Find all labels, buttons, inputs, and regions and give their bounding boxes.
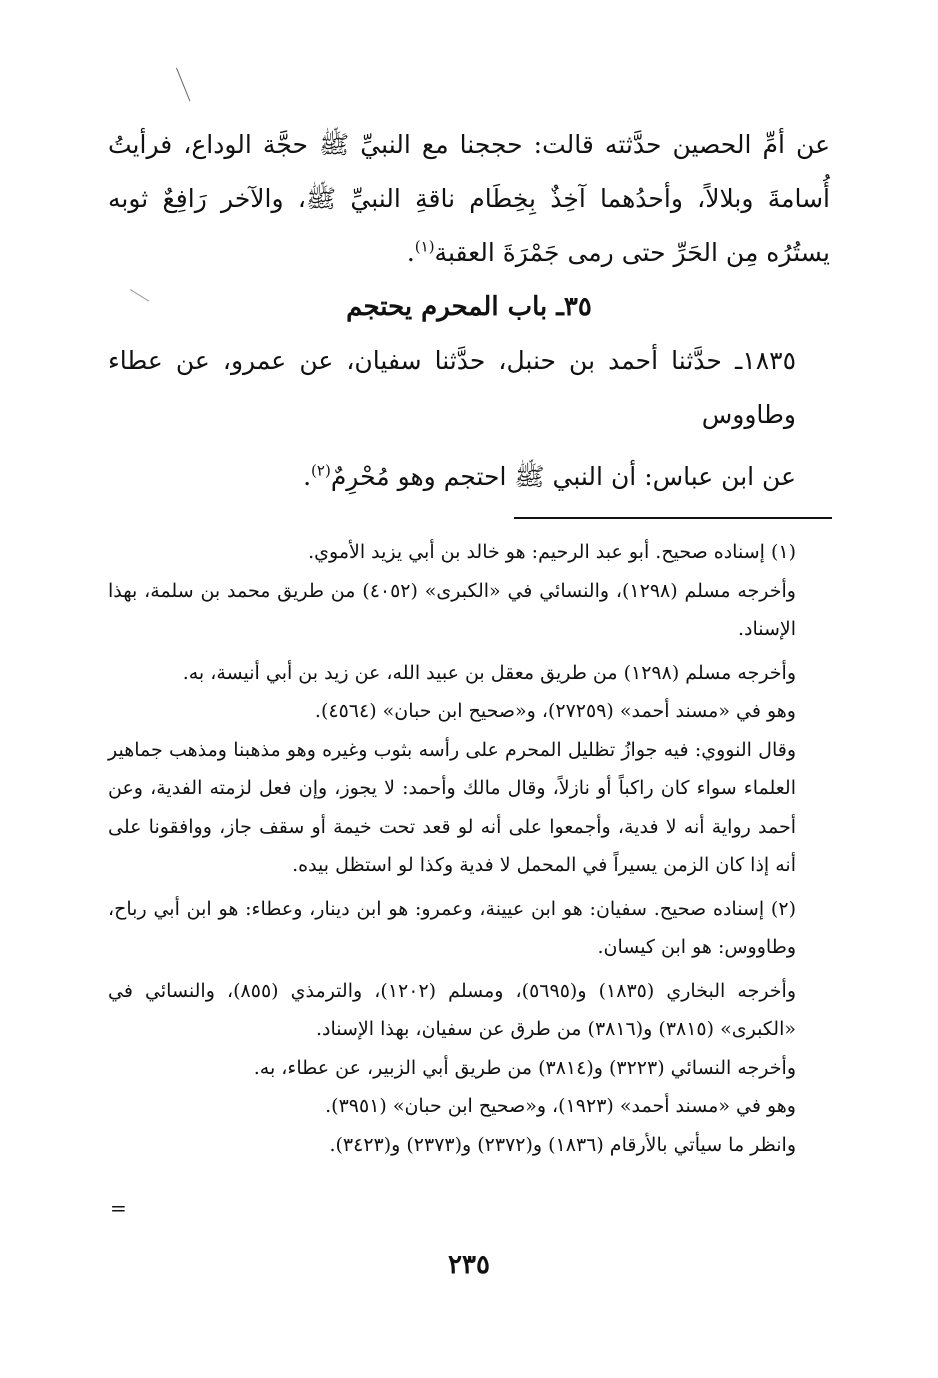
footnote-2-line: وانظر ما سيأتي بالأرقام (١٨٣٦) و(٢٣٧٢) و(٢٣٧٣) و(٣٤٢٣).	[329, 1133, 796, 1156]
main-text	[108, 118, 830, 504]
scan-mark	[176, 68, 190, 102]
footnote-separator	[514, 517, 832, 519]
footnote-1-line: وقال النووي: فيه جوازُ تظليل المحرم على رأسه بثوب وغيره وهو مذهبنا ومذهب جماهير العلماء سواء كان راكباً أو نازلاً، وقال مالك وأحمد: لا يجوز، وإن فعل لزمته الفدية، وعن أحمد رواية أنه لا فدية، وأجمعوا على أنه لو قعد تحت خيمة أو سقف جاز، ووافقونا على أنه إذا كان الزمن يسيراً في المحمل لا فدية وكذا لو استظل بيده.	[108, 738, 796, 876]
page-number: ٢٣٥	[448, 1250, 490, 1280]
footnote-1-line: (١) إسناده صحيح. أبو عبد الرحيم: هو خالد بن أبي يزيد الأموي.	[308, 541, 796, 563]
footnote-1-line: وهو في «مسند أحمد» (٢٧٢٥٩)، و«صحيح ابن حبان» (٤٥٦٤).	[314, 700, 796, 722]
footnote-2-line: (٢) إسناده صحيح. سفيان: هو ابن عيينة، وعمرو: هو ابن دينار، وعطاء: هو ابن أبي رباح، وطاووس: هو ابن كيسان.	[108, 897, 796, 958]
footnote-2-line: وهو في «مسند أحمد» (١٩٢٣)، و«صحيح ابن حبان» (٣٩٥١).	[325, 1095, 796, 1117]
hadith-2	[108, 450, 830, 504]
hadith-2-end: .	[303, 462, 312, 491]
footnote-1-line: وأخرجه مسلم (١٢٩٨) من طريق معقل بن عبيد الله، عن زيد بن أبي أنيسة، به.	[182, 661, 796, 684]
hadith-1-end: .	[406, 238, 415, 267]
hadith-1-text: عن أمِّ الحصين حدَّثته قالت: حججنا مع النبيِّ ﷺ حجَّة الوداع، فرأيتُ أُسامةَ وبلالاً، وأحدُهما آخِذٌ بِخِطَام ناقةِ النبيِّ ﷺ، والآخر رَافِعٌ ثوبه يستُرُه مِن الحَرِّ حتى رمى جَمْرَةَ العقبة	[108, 130, 830, 267]
hadith-1	[108, 118, 830, 280]
footnote-ref-1[interactable]: (١)	[414, 237, 435, 256]
chapter-heading: ٣٥ـ باب المحرم يحتجم	[346, 292, 592, 322]
footnote-1-line: وأخرجه مسلم (١٢٩٨)، والنسائي في «الكبرى» (٤٠٥٢) من طريق محمد بن سلمة، بهذا الإسناد.	[108, 579, 796, 640]
continuation-mark: =	[110, 1196, 127, 1220]
footnote-2-line: وأخرجه البخاري (١٨٣٥) و(٥٦٩٥)، ومسلم (١٢٠٢)، والترمذي (٨٥٥)، والنسائي في «الكبرى» (٣٨١٥) و(٣٨١٦) من طرق عن سفيان، بهذا الإسناد.	[108, 979, 797, 1040]
hadith-2-isnad: ١٨٣٥ـ حدَّثنا أحمد بن حنبل، حدَّثنا سفيان، عن عمرو، عن عطاء وطاووس	[108, 346, 796, 429]
hadith-2-text: عن ابن عباس: أن النبي ﷺ احتجم وهو مُحْرِمٌ	[330, 462, 796, 491]
footnote-2-line: وأخرجه النسائي (٣٢٢٣) و(٣٨١٤) من طريق أبي الزبير، عن عطاء، به.	[253, 1056, 796, 1079]
footnote-ref-2[interactable]: (٢)	[311, 461, 331, 480]
footnotes	[108, 533, 830, 1164]
